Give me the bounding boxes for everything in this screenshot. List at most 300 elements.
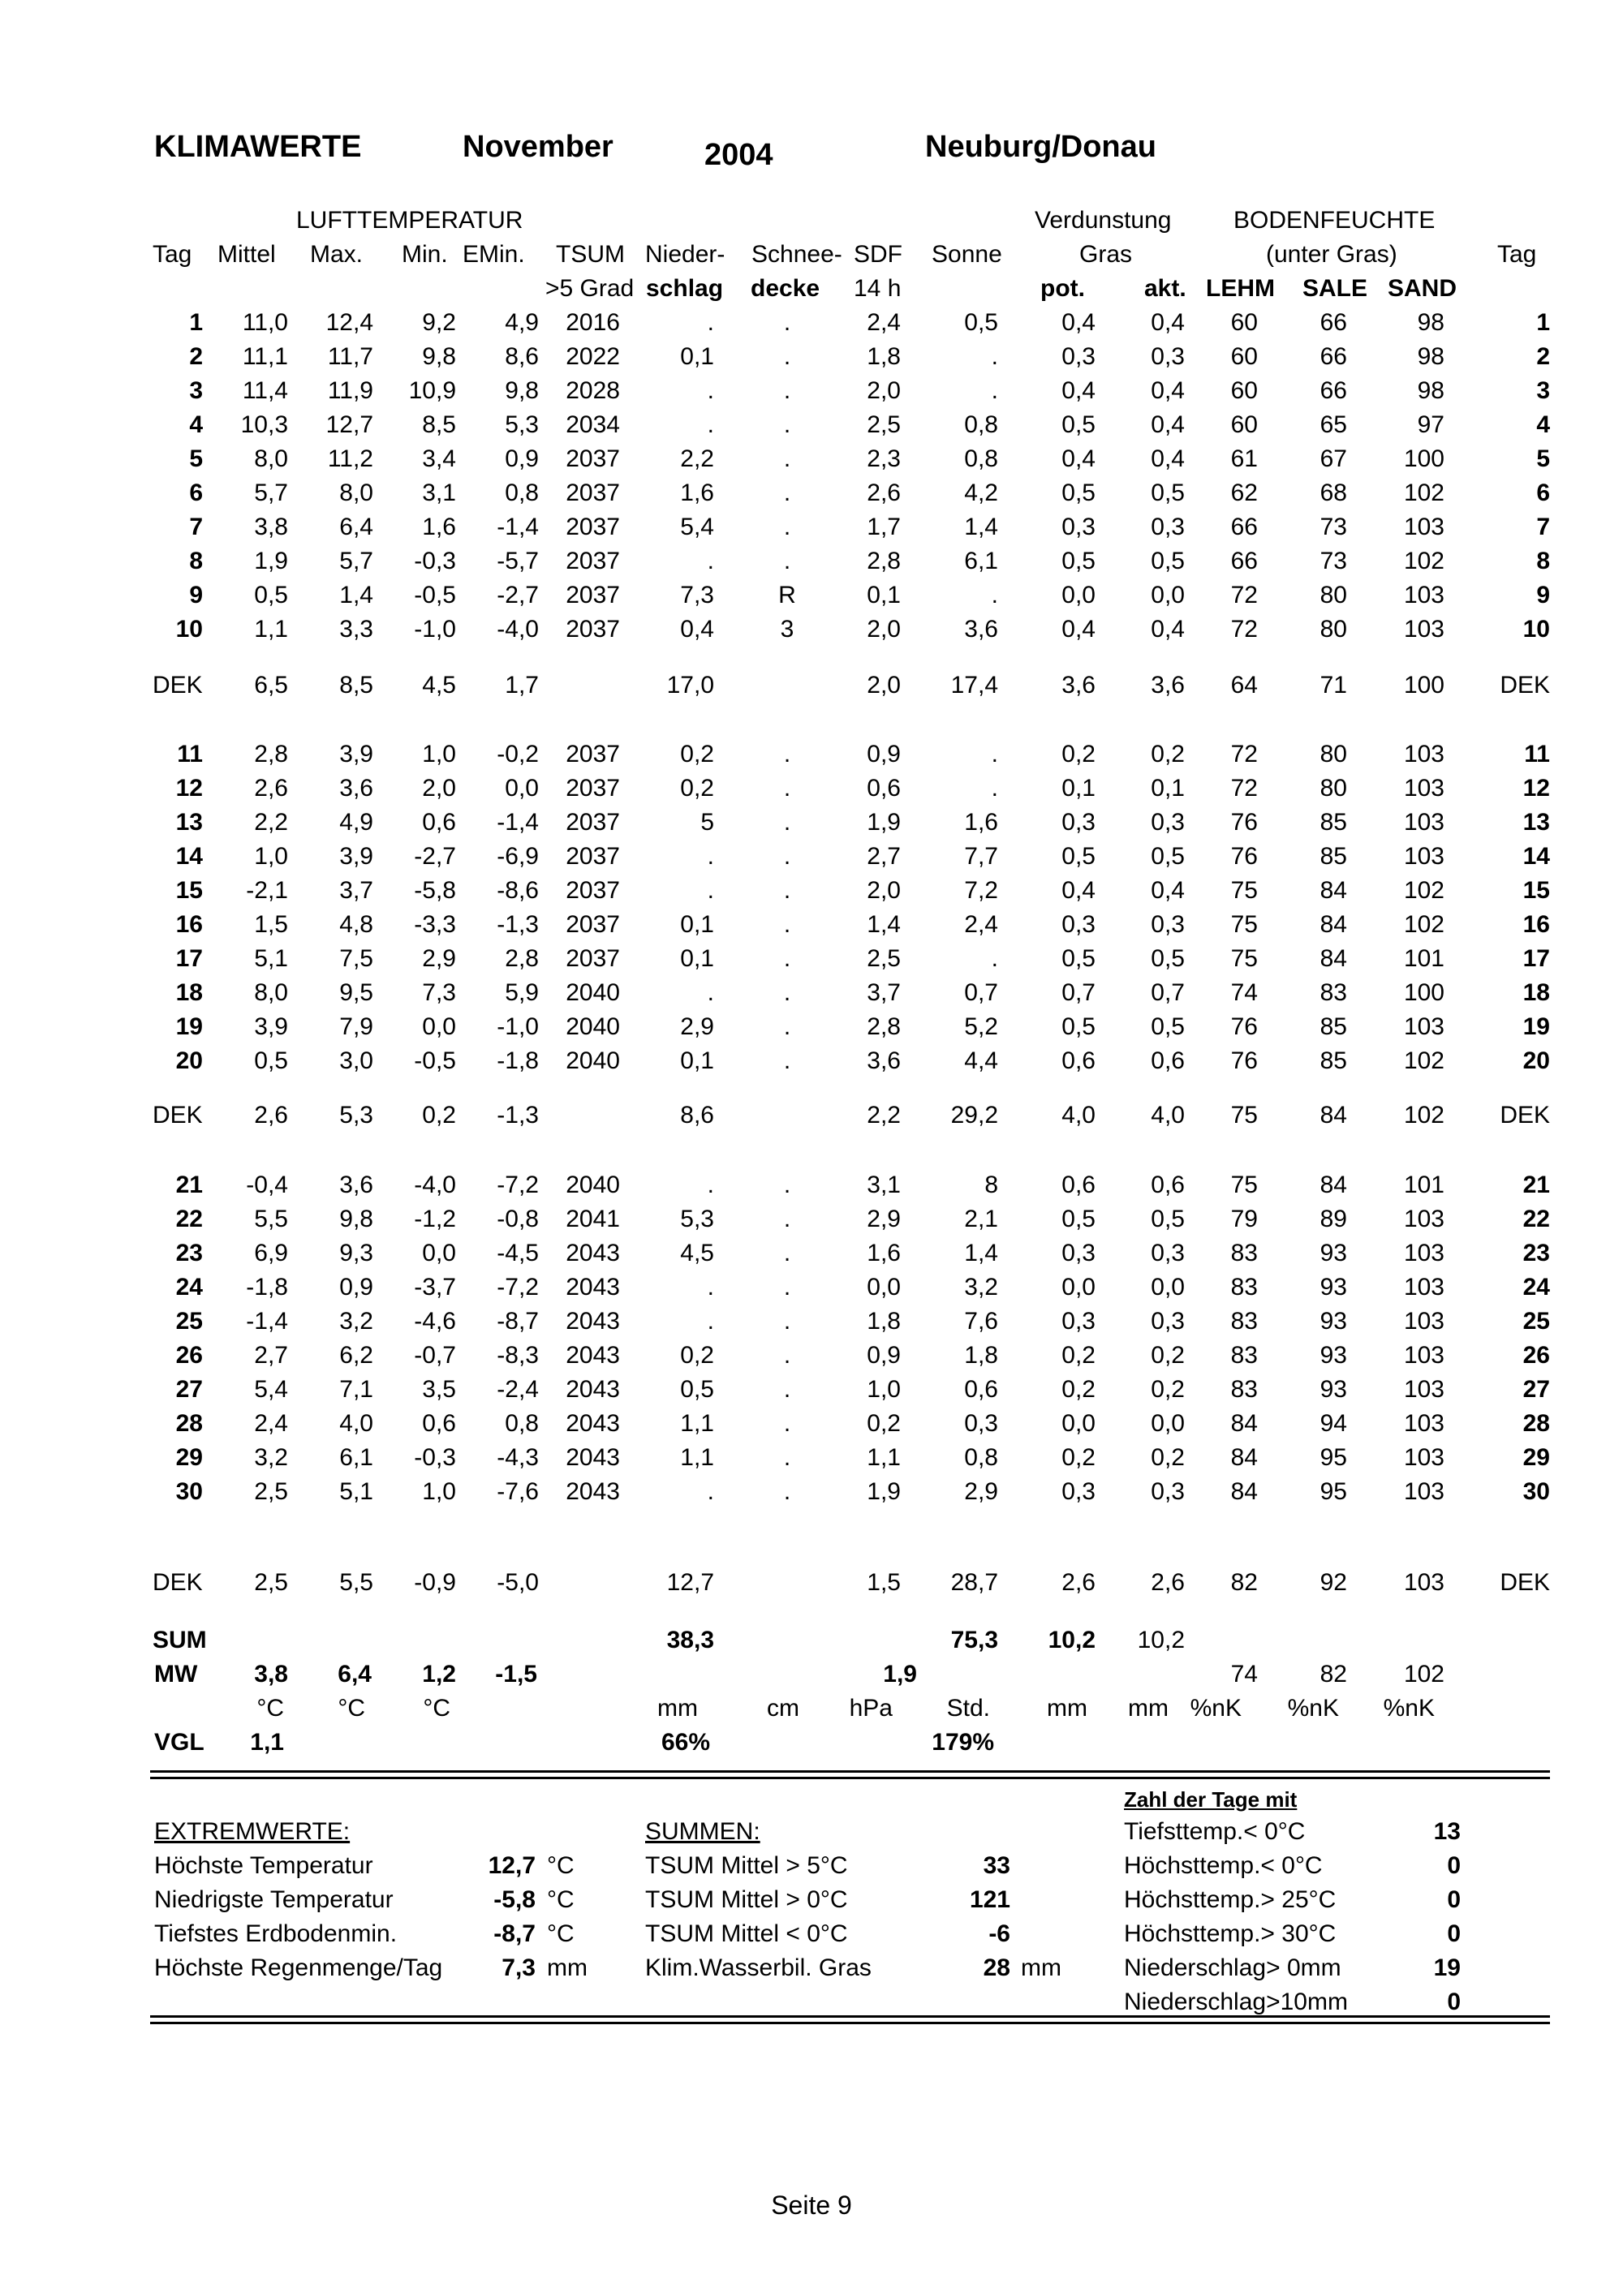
year-label: 2004 [704, 138, 773, 172]
table-row-cell-max: 3,7 [339, 877, 373, 904]
sum-nieder: 38,3 [666, 1627, 714, 1653]
table-row-cell-emin: -2,7 [497, 582, 539, 608]
unit-nieder: mm [657, 1695, 698, 1722]
table-row-cell-sand: 103 [1403, 1410, 1444, 1437]
table-row-cell-min: 1,6 [422, 514, 456, 540]
table-row-cell-min: 9,8 [422, 343, 456, 370]
table-row-cell-schnee: . [783, 1274, 791, 1301]
table-row-cell-sand: 103 [1403, 809, 1444, 836]
table-row-cell-sand: 103 [1403, 1478, 1444, 1505]
table-row-cell-sale: 84 [1319, 1172, 1347, 1198]
table-row-cell-sand: 103 [1403, 1206, 1444, 1232]
table-row-cell-sonne: . [991, 741, 998, 767]
table-row-cell-emin: -4,5 [497, 1240, 539, 1266]
vgl-mittel: 1,1 [250, 1729, 284, 1756]
table-row-cell-sale: 65 [1319, 411, 1347, 438]
table-row-cell-schnee: . [783, 877, 791, 904]
table-row-cell-emin: 0,8 [505, 479, 539, 506]
table-row-cell-schnee: . [783, 479, 791, 506]
extremwert-unit: mm [547, 1954, 588, 1981]
table-row-cell-max: 3,2 [339, 1308, 373, 1335]
tage-label: Höchsttemp.< 0°C [1124, 1852, 1323, 1879]
table-row-cell-min: -0,3 [414, 548, 456, 574]
table-row-cell-sonne: 6,1 [964, 548, 998, 574]
table-row-cell-tsum: 2040 [566, 979, 620, 1006]
table-row-cell-schnee: . [783, 1444, 791, 1471]
table-row-cell-sonne: 1,4 [964, 514, 998, 540]
table-row-cell-sdf: 2,5 [867, 411, 901, 438]
table-row-cell-min: 9,2 [422, 309, 456, 336]
table-row-cell-sonne: . [991, 775, 998, 802]
table-row-cell-sale: 66 [1319, 343, 1347, 370]
table-row-cell-pot: 0,2 [1061, 1444, 1096, 1471]
table-row-cell-sonne: 7,7 [964, 843, 998, 870]
table-row-cell-akt: 0,5 [1151, 548, 1185, 574]
table-row-cell-sale: 89 [1319, 1206, 1347, 1232]
table-row-cell-nieder: 2,9 [680, 1013, 714, 1040]
table-row-cell-sdf: 2,3 [867, 445, 901, 472]
table-row-cell-tag: 29 [175, 1444, 203, 1471]
unit-sand: %nK [1383, 1695, 1435, 1722]
table-row-cell-sonne: 1,8 [964, 1342, 998, 1369]
table-row-cell-pot: 0,4 [1061, 377, 1096, 404]
table-row-cell-tag: 11 [177, 741, 203, 767]
table-row-cell-schnee: . [783, 775, 791, 802]
summen-title: SUMMEN: [645, 1818, 760, 1845]
table-row-cell-nieder: . [707, 309, 714, 336]
table-row-cell-min: -0,7 [414, 1342, 456, 1369]
dekade-row-cell-min: 0,2 [422, 1102, 456, 1129]
table-row-cell-min: -3,3 [414, 911, 456, 938]
group-verdunstung: Verdunstung [1035, 207, 1172, 234]
table-row-cell-tsum: 2037 [566, 548, 620, 574]
tage-label: Höchsttemp.> 30°C [1124, 1920, 1337, 1947]
col-emin: EMin. [463, 241, 525, 268]
table-row-cell-schnee: . [783, 1172, 791, 1198]
dekade-row-cell-nieder: 8,6 [680, 1102, 714, 1129]
table-row-cell-schnee: . [783, 1478, 791, 1505]
table-row-cell-max: 3,6 [339, 1172, 373, 1198]
table-row-cell-tsum: 2037 [566, 877, 620, 904]
table-row-cell-max: 5,1 [339, 1478, 373, 1505]
table-row-cell-sand: 103 [1403, 1308, 1444, 1335]
col-tag: Tag [153, 241, 192, 268]
dekade-row-cell-lehm: 82 [1230, 1569, 1258, 1596]
table-row-cell-mittel: 5,5 [254, 1206, 288, 1232]
table-row-cell-lehm: 72 [1230, 616, 1258, 643]
table-row-cell-tag: 5 [189, 445, 203, 472]
table-row-cell-sdf: 3,1 [867, 1172, 901, 1198]
table-row-cell-min: -1,2 [414, 1206, 456, 1232]
table-row-cell-emin: 5,9 [505, 979, 539, 1006]
table-row-cell-min: -0,5 [414, 1047, 456, 1074]
extremwert-unit: °C [547, 1920, 575, 1947]
table-row-cell-tag-right: 6 [1536, 479, 1550, 506]
table-row-cell-nieder: 0,1 [680, 343, 714, 370]
table-row-cell-sdf: 2,0 [867, 377, 901, 404]
dekade-row-cell-sand: 100 [1403, 672, 1444, 699]
table-row-cell-sand: 103 [1403, 1376, 1444, 1403]
table-row-cell-sonne: 7,6 [964, 1308, 998, 1335]
col-lehm: LEHM [1206, 275, 1275, 302]
dekade-row-cell-sonne: 17,4 [950, 672, 998, 699]
table-row-cell-emin: -8,7 [497, 1308, 539, 1335]
dekade-row-cell-emin: -5,0 [497, 1569, 539, 1596]
table-row-cell-tag-right: 8 [1536, 548, 1550, 574]
table-row-cell-nieder: 0,2 [680, 741, 714, 767]
table-row-cell-min: -3,7 [414, 1274, 456, 1301]
table-row-cell-pot: 0,5 [1061, 411, 1096, 438]
table-row-cell-pot: 0,4 [1061, 309, 1096, 336]
table-row-cell-lehm: 79 [1230, 1206, 1258, 1232]
table-row-cell-sale: 84 [1319, 945, 1347, 972]
table-row-cell-sonne: 1,6 [964, 809, 998, 836]
col-min: Min. [402, 241, 448, 268]
table-row-cell-emin: 0,8 [505, 1410, 539, 1437]
table-row-cell-tsum: 2037 [566, 911, 620, 938]
mw-sale: 82 [1319, 1661, 1347, 1688]
dekade-row-cell-akt: 2,6 [1151, 1569, 1185, 1596]
table-row-cell-tag-right: 16 [1522, 911, 1550, 938]
table-row-cell-tag-right: 26 [1522, 1342, 1550, 1369]
table-row-cell-max: 6,4 [339, 514, 373, 540]
table-row-cell-tsum: 2028 [566, 377, 620, 404]
mw-lehm: 74 [1230, 1661, 1258, 1688]
col-schnee-sub: decke [751, 275, 820, 302]
table-row-cell-pot: 0,0 [1061, 582, 1096, 608]
table-row-cell-schnee: . [783, 1240, 791, 1266]
table-row-cell-emin: 9,8 [505, 377, 539, 404]
table-row-cell-sonne: 0,5 [964, 309, 998, 336]
table-row-cell-sdf: 2,4 [867, 309, 901, 336]
extremwert-value: -8,7 [493, 1920, 536, 1947]
col-unter-gras: (unter Gras) [1266, 241, 1397, 268]
table-row-cell-sonne: 2,1 [964, 1206, 998, 1232]
table-row-cell-sand: 100 [1403, 445, 1444, 472]
table-row-cell-schnee: . [783, 548, 791, 574]
table-row-cell-schnee: . [783, 979, 791, 1006]
table-row-cell-schnee: 3 [780, 616, 794, 643]
table-row-cell-tag: 30 [175, 1478, 203, 1505]
table-row-cell-nieder: 0,1 [680, 945, 714, 972]
table-row-cell-nieder: 4,5 [680, 1240, 714, 1266]
table-row-cell-tsum: 2037 [566, 445, 620, 472]
table-row-cell-tsum: 2040 [566, 1047, 620, 1074]
table-row-cell-tsum: 2037 [566, 945, 620, 972]
table-row-cell-mittel: 10,3 [240, 411, 288, 438]
table-row-cell-sonne: 5,2 [964, 1013, 998, 1040]
dekade-row-cell-pot: 4,0 [1061, 1102, 1096, 1129]
table-row-cell-schnee: . [783, 741, 791, 767]
table-row-cell-pot: 0,3 [1061, 1308, 1096, 1335]
table-row-cell-tag: 24 [175, 1274, 203, 1301]
dekade-row-cell-sale: 71 [1319, 672, 1347, 699]
table-row-cell-tsum: 2043 [566, 1410, 620, 1437]
table-row-cell-akt: 0,0 [1151, 1410, 1185, 1437]
tage-label: Tiefsttemp.< 0°C [1124, 1818, 1306, 1845]
dekade-row-cell-sdf: 2,0 [867, 672, 901, 699]
table-row-cell-min: -4,6 [414, 1308, 456, 1335]
table-row-cell-max: 3,6 [339, 775, 373, 802]
table-row-cell-tsum: 2043 [566, 1308, 620, 1335]
extremwert-value: 7,3 [502, 1954, 536, 1981]
extremwert-label: Niedrigste Temperatur [154, 1886, 394, 1913]
table-row-cell-max: 7,5 [339, 945, 373, 972]
table-row-cell-akt: 0,3 [1151, 809, 1185, 836]
sum-akt: 10,2 [1137, 1627, 1185, 1653]
unit-sdf: hPa [849, 1695, 893, 1722]
table-row-cell-sonne: . [991, 343, 998, 370]
table-row-cell-sand: 102 [1403, 877, 1444, 904]
vgl-nieder: 66% [661, 1729, 710, 1756]
table-row-cell-emin: 8,6 [505, 343, 539, 370]
table-row-cell-min: 2,9 [422, 945, 456, 972]
table-row-cell-min: 0,0 [422, 1240, 456, 1266]
table-row-cell-tag-right: 2 [1536, 343, 1550, 370]
table-row-cell-sand: 98 [1417, 343, 1444, 370]
table-row-cell-tag-right: 18 [1522, 979, 1550, 1006]
table-row-cell-nieder: 0,1 [680, 1047, 714, 1074]
table-row-cell-pot: 0,5 [1061, 1206, 1096, 1232]
table-row-cell-emin: -4,0 [497, 616, 539, 643]
table-row-cell-sdf: 0,0 [867, 1274, 901, 1301]
table-row-cell-sdf: 2,9 [867, 1206, 901, 1232]
table-row-cell-pot: 0,2 [1061, 741, 1096, 767]
table-row-cell-min: -0,3 [414, 1444, 456, 1471]
table-row-cell-sale: 80 [1319, 741, 1347, 767]
table-row-cell-tsum: 2041 [566, 1206, 620, 1232]
col-gras: Gras [1079, 241, 1133, 268]
table-row-cell-lehm: 83 [1230, 1240, 1258, 1266]
table-row-cell-emin: -7,2 [497, 1172, 539, 1198]
table-row-cell-tag: 7 [189, 514, 203, 540]
table-row-cell-sdf: 1,4 [867, 911, 901, 938]
table-row-cell-lehm: 83 [1230, 1274, 1258, 1301]
table-row-cell-min: 0,6 [422, 1410, 456, 1437]
table-row-cell-min: 7,3 [422, 979, 456, 1006]
table-row-cell-sdf: 2,5 [867, 945, 901, 972]
table-row-cell-sdf: 2,6 [867, 479, 901, 506]
table-row-cell-nieder: 0,2 [680, 775, 714, 802]
table-row-cell-tag: 19 [175, 1013, 203, 1040]
dekade-row-cell-mittel: 2,6 [254, 1102, 288, 1129]
tage-value: 0 [1447, 1920, 1461, 1947]
table-row-cell-schnee: . [783, 309, 791, 336]
table-row-cell-tag: 3 [189, 377, 203, 404]
table-row-cell-lehm: 83 [1230, 1342, 1258, 1369]
tage-value: 0 [1447, 1852, 1461, 1879]
table-row-cell-schnee: . [783, 1410, 791, 1437]
col-sdf-sub: 14 h [854, 275, 902, 302]
unit-sonne: Std. [946, 1695, 990, 1722]
summen-value: -6 [988, 1920, 1010, 1947]
table-row-cell-nieder: . [707, 877, 714, 904]
table-row-cell-max: 3,9 [339, 741, 373, 767]
table-row-cell-tag-right: 5 [1536, 445, 1550, 472]
summen-label: TSUM Mittel > 5°C [645, 1852, 848, 1879]
table-row-cell-sale: 80 [1319, 582, 1347, 608]
table-row-cell-sdf: 1,1 [867, 1444, 901, 1471]
group-bodenfeuchte: BODENFEUCHTE [1233, 207, 1436, 234]
table-row-cell-mittel: 2,4 [254, 1410, 288, 1437]
summen-label: TSUM Mittel > 0°C [645, 1886, 848, 1913]
mw-min: 1,2 [422, 1661, 456, 1688]
table-row-cell-max: 9,3 [339, 1240, 373, 1266]
table-row-cell-tag: 28 [175, 1410, 203, 1437]
table-row-cell-sale: 80 [1319, 775, 1347, 802]
table-row-cell-max: 7,9 [339, 1013, 373, 1040]
table-row-cell-mittel: 1,9 [254, 548, 288, 574]
table-row-cell-max: 3,3 [339, 616, 373, 643]
table-row-cell-lehm: 72 [1230, 775, 1258, 802]
tage-label: Höchsttemp.> 25°C [1124, 1886, 1337, 1913]
table-row-cell-sonne: 8 [984, 1172, 998, 1198]
table-row-cell-sale: 73 [1319, 514, 1347, 540]
table-row-cell-lehm: 84 [1230, 1444, 1258, 1471]
table-row-cell-max: 3,0 [339, 1047, 373, 1074]
table-row-cell-lehm: 60 [1230, 377, 1258, 404]
table-row-cell-lehm: 76 [1230, 809, 1258, 836]
table-row-cell-sonne: . [991, 377, 998, 404]
table-row-cell-sand: 101 [1403, 1172, 1444, 1198]
table-row-cell-akt: 0,6 [1151, 1172, 1185, 1198]
table-row-cell-sdf: 0,9 [867, 741, 901, 767]
table-row-cell-schnee: . [783, 343, 791, 370]
table-row-cell-tag: 20 [175, 1047, 203, 1074]
table-row-cell-pot: 0,2 [1061, 1376, 1096, 1403]
dekade-row-cell-sonne: 29,2 [950, 1102, 998, 1129]
table-row-cell-sdf: 0,2 [867, 1410, 901, 1437]
dekade-row-cell-sale: 92 [1319, 1569, 1347, 1596]
table-row-cell-tag: 16 [175, 911, 203, 938]
table-row-cell-lehm: 84 [1230, 1410, 1258, 1437]
table-row-cell-lehm: 60 [1230, 411, 1258, 438]
mw-label: MW [154, 1661, 198, 1688]
table-row-cell-emin: 2,8 [505, 945, 539, 972]
table-row-cell-sonne: 2,4 [964, 911, 998, 938]
table-row-cell-tsum: 2040 [566, 1172, 620, 1198]
table-row-cell-lehm: 62 [1230, 479, 1258, 506]
table-row-cell-tag: 12 [175, 775, 203, 802]
table-row-cell-nieder: . [707, 377, 714, 404]
vgl-sonne: 179% [932, 1729, 994, 1756]
table-row-cell-emin: 0,9 [505, 445, 539, 472]
table-row-cell-akt: 0,5 [1151, 1013, 1185, 1040]
table-row-cell-min: 10,9 [408, 377, 456, 404]
table-row-cell-lehm: 75 [1230, 1172, 1258, 1198]
page-number: Seite 9 [771, 2191, 852, 2220]
table-row-cell-sale: 85 [1319, 809, 1347, 836]
divider-bottom-2 [150, 2022, 1550, 2024]
table-row-cell-schnee: . [783, 514, 791, 540]
table-row-cell-tag: 8 [189, 548, 203, 574]
table-row-cell-pot: 0,3 [1061, 911, 1096, 938]
table-row-cell-lehm: 72 [1230, 741, 1258, 767]
table-row-cell-mittel: 6,9 [254, 1240, 288, 1266]
table-row-cell-tag-right: 9 [1536, 582, 1550, 608]
table-row-cell-tag-right: 22 [1522, 1206, 1550, 1232]
table-row-cell-pot: 0,5 [1061, 843, 1096, 870]
table-row-cell-emin: -5,7 [497, 548, 539, 574]
table-row-cell-lehm: 75 [1230, 911, 1258, 938]
table-row-cell-max: 7,1 [339, 1376, 373, 1403]
table-row-cell-sand: 102 [1403, 548, 1444, 574]
table-row-cell-sand: 103 [1403, 1342, 1444, 1369]
col-akt: akt. [1144, 275, 1186, 302]
table-row-cell-akt: 0,2 [1151, 1376, 1185, 1403]
table-row-cell-tag-right: 7 [1536, 514, 1550, 540]
dekade-row-cell-max: 5,5 [339, 1569, 373, 1596]
table-row-cell-akt: 0,0 [1151, 1274, 1185, 1301]
dekade-row-cell-sand: 103 [1403, 1569, 1444, 1596]
table-row-cell-tag-right: 15 [1522, 877, 1550, 904]
col-tsum: TSUM [556, 241, 625, 268]
table-row-cell-nieder: . [707, 843, 714, 870]
table-row-cell-sonne: . [991, 582, 998, 608]
table-row-cell-max: 3,9 [339, 843, 373, 870]
table-row-cell-nieder: . [707, 1274, 714, 1301]
table-row-cell-lehm: 60 [1230, 309, 1258, 336]
table-row-cell-min: -5,8 [414, 877, 456, 904]
table-row-cell-mittel: -2,1 [246, 877, 288, 904]
tage-value: 19 [1433, 1954, 1461, 1981]
extremwert-label: Höchste Temperatur [154, 1852, 373, 1879]
table-row-cell-tag: 6 [189, 479, 203, 506]
table-row-cell-lehm: 66 [1230, 548, 1258, 574]
extremwert-label: Höchste Regenmenge/Tag [154, 1954, 443, 1981]
sum-label: SUM [153, 1627, 207, 1653]
table-row-cell-sale: 68 [1319, 479, 1347, 506]
table-row-cell-mittel: 5,1 [254, 945, 288, 972]
table-row-cell-pot: 0,5 [1061, 479, 1096, 506]
table-row-cell-emin: -2,4 [497, 1376, 539, 1403]
table-row-cell-max: 9,8 [339, 1206, 373, 1232]
table-row-cell-tag: 14 [175, 843, 203, 870]
table-row-cell-tag-right: 1 [1536, 309, 1550, 336]
dekade-row-cell-mittel: 6,5 [254, 672, 288, 699]
table-row-cell-lehm: 83 [1230, 1308, 1258, 1335]
table-row-cell-sdf: 2,8 [867, 1013, 901, 1040]
table-row-cell-lehm: 75 [1230, 877, 1258, 904]
table-row-cell-max: 12,4 [325, 309, 373, 336]
table-row-cell-tag-right: 23 [1522, 1240, 1550, 1266]
table-row-cell-sonne: 3,2 [964, 1274, 998, 1301]
dekade-row-cell-tag: DEK [153, 672, 203, 699]
table-row-cell-min: 3,4 [422, 445, 456, 472]
dekade-row-cell-sdf: 2,2 [867, 1102, 901, 1129]
table-row-cell-min: 0,0 [422, 1013, 456, 1040]
mw-sdf: 1,9 [883, 1661, 917, 1688]
table-row-cell-lehm: 72 [1230, 582, 1258, 608]
table-row-cell-min: 8,5 [422, 411, 456, 438]
table-row-cell-max: 4,9 [339, 809, 373, 836]
table-row-cell-sand: 101 [1403, 945, 1444, 972]
table-row-cell-pot: 0,6 [1061, 1172, 1096, 1198]
dekade-row-cell-nieder: 17,0 [666, 672, 714, 699]
table-row-cell-tsum: 2043 [566, 1240, 620, 1266]
dekade-row-cell-min: 4,5 [422, 672, 456, 699]
table-row-cell-nieder: 0,4 [680, 616, 714, 643]
table-row-cell-pot: 0,4 [1061, 877, 1096, 904]
table-row-cell-mittel: 11,0 [242, 309, 288, 336]
table-row-cell-nieder: . [707, 1308, 714, 1335]
table-row-cell-nieder: 1,6 [680, 479, 714, 506]
table-row-cell-tag: 9 [189, 582, 203, 608]
table-row-cell-tag-right: 29 [1522, 1444, 1550, 1471]
table-row-cell-sonne: 4,4 [964, 1047, 998, 1074]
table-row-cell-tag-right: 24 [1522, 1274, 1550, 1301]
table-row-cell-schnee: R [778, 582, 796, 608]
